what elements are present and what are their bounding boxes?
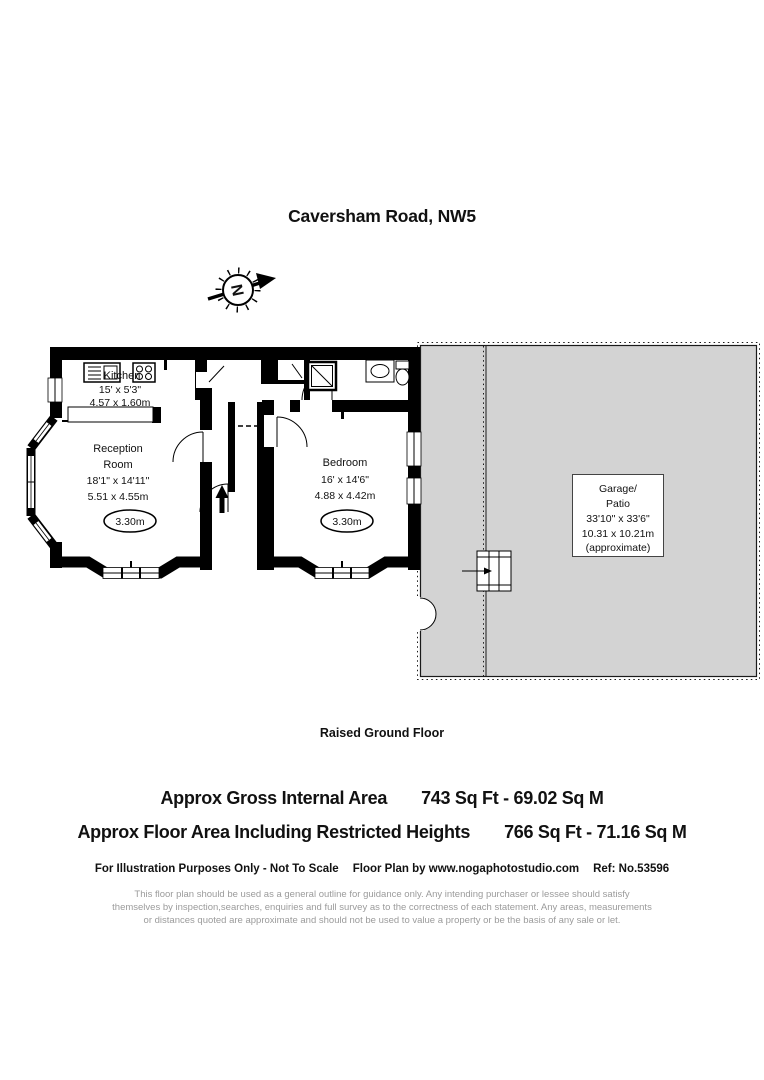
reception-label-line1: Reception [93, 443, 143, 455]
floor-name: Raised Ground Floor [319, 726, 445, 740]
garage-patio-area [417, 343, 760, 680]
floorplan-credit: Floor Plan by www.nogaphotostudio.com [352, 863, 580, 875]
kitchen-counter [68, 407, 153, 422]
bathroom-counter [366, 360, 394, 382]
garage-name-line2: Patio [606, 498, 630, 510]
reception-dims-metric: 5.51 x 4.55m [87, 491, 149, 503]
reception-bottom-window-wall [56, 561, 206, 579]
reception-label-line2: Room [103, 459, 133, 471]
reception-width-value: 3.30m [115, 516, 145, 528]
entrance-arrow-icon [216, 485, 229, 513]
reception-dims-imperial: 18'1" x 14'11" [86, 475, 150, 487]
bedroom-width-value: 3.30m [332, 516, 362, 528]
garage-dims-metric: 10.31 x 10.21m [581, 528, 655, 540]
footer-line [0, 863, 764, 875]
reference-number: Ref: No.53596 [593, 863, 670, 875]
restricted-area-row [0, 822, 764, 843]
compass-letter: N [227, 282, 247, 298]
bedroom-dims-imperial: 16' x 14'6" [320, 474, 370, 486]
reception-door-arc [173, 432, 203, 462]
garage-approx-note: (approximate) [585, 542, 651, 554]
kitchen-label: Kitchen [103, 370, 141, 382]
page-title: Caversham Road, NW5 [288, 206, 476, 226]
bedroom-bottom-window-wall [268, 561, 414, 579]
garage-dims-imperial: 33'10" x 33'6" [586, 513, 650, 525]
toilet-icon [396, 361, 409, 369]
disclaimer-text: This floor plan should be used as a general outline for guidance only. Any intending purchaser or lessee should satisfy themselves by inspection,searches, enquiries and full survey as to the correctness of each statement. Any areas, measurements or distances quoted are approximate and should not be used to value a property or be the basis of any sale or let. [112, 889, 652, 926]
kitchen-dims-imperial: 15' x 5'3" [98, 384, 142, 396]
bathroom-fixtures [308, 360, 409, 390]
reception-bay-window [28, 418, 54, 546]
north-compass-icon [195, 250, 305, 325]
garage-label-box [573, 475, 664, 557]
gross-area-label: Approx Gross Internal Area [160, 788, 388, 808]
kitchen-dims-metric: 4.57 x 1.60m [89, 397, 151, 409]
restricted-area-label: Approx Floor Area Including Restricted Heights [77, 822, 471, 842]
floor-plan [0, 330, 764, 690]
bedroom-label: Bedroom [322, 457, 368, 469]
illustration-note: For Illustration Purposes Only - Not To Scale [94, 863, 339, 875]
restricted-area-value: 766 Sq Ft - 71.16 Sq M [504, 822, 687, 842]
bedroom-dims-metric: 4.88 x 4.42m [314, 490, 376, 502]
garage-name-line1: Garage/ [599, 483, 637, 495]
compass-arrowhead [256, 273, 276, 289]
gross-area-row [0, 788, 764, 809]
gross-area-value: 743 Sq Ft - 69.02 Sq M [421, 788, 604, 808]
bedroom-door-arc [277, 417, 307, 447]
